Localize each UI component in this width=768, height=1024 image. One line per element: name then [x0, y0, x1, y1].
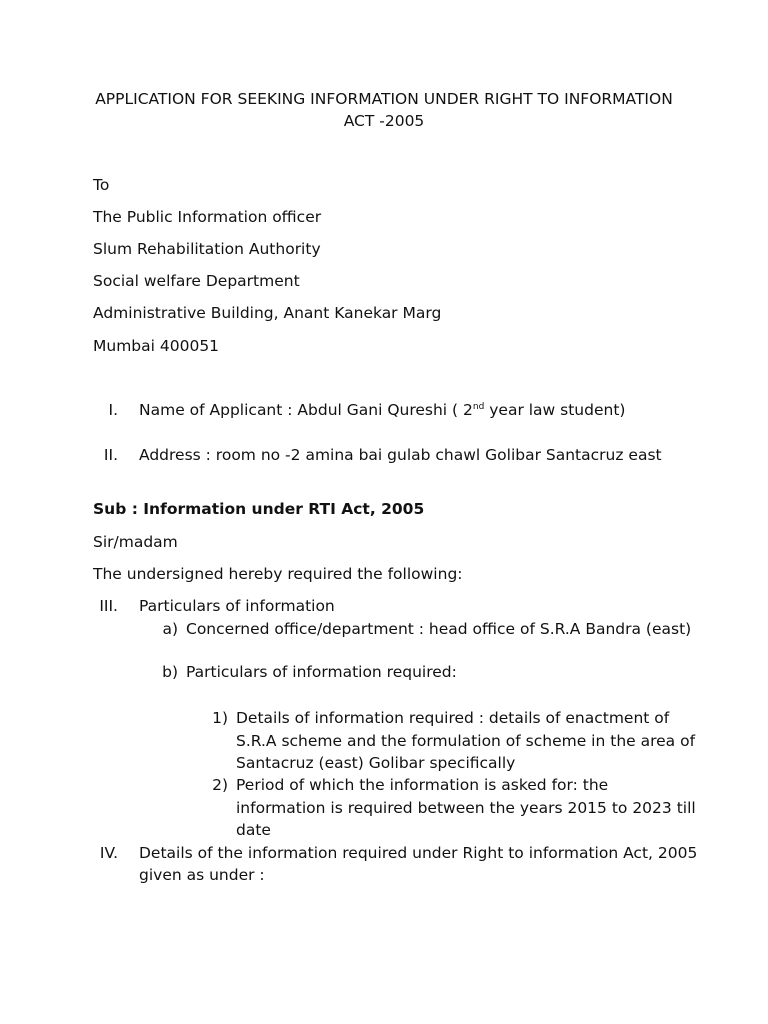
- recipient-line5: Mumbai 400051: [93, 337, 220, 355]
- details-required-line: given as under :: [139, 866, 265, 884]
- recipient-line3: Social welfare Department: [93, 272, 300, 290]
- applicant-address: Address : room no -2 amina bai gulab chawl Golibar Santacruz east: [139, 446, 662, 464]
- applicant-name-prefix: Name of Applicant : Abdul Gani Qureshi ( 2: [139, 401, 473, 419]
- concerned-office: Concerned office/department : head office of S.R.A Bandra (east): [186, 620, 692, 638]
- item-number: II.: [103, 446, 118, 464]
- item-number: I.: [108, 401, 118, 419]
- recipient-line2: Slum Rehabilitation Authority: [93, 240, 321, 258]
- applicant-name-suffix: year law student): [484, 401, 626, 419]
- point-period-line: Period of which the information is asked for: the: [236, 776, 609, 794]
- item-number: IV.: [99, 844, 118, 862]
- recipient-line1: The Public Information officer: [93, 208, 322, 226]
- sub-item-label: b): [162, 663, 178, 681]
- ordinal-superscript: nd: [472, 402, 485, 412]
- applicant-name: [139, 400, 625, 420]
- details-required-line: Details of the information required under Right to information Act, 2005: [139, 844, 698, 862]
- recipient-to: To: [93, 176, 110, 194]
- salutation: Sir/madam: [93, 533, 178, 551]
- item-number: III.: [99, 597, 118, 615]
- point-label: 2): [212, 776, 228, 794]
- subject-line: Sub : Information under RTI Act, 2005: [93, 500, 425, 518]
- document-title-line1: APPLICATION FOR SEEKING INFORMATION UNDER RIGHT TO INFORMATION: [95, 90, 673, 108]
- document-title-line2: ACT -2005: [343, 112, 425, 130]
- point-label: 1): [212, 709, 228, 727]
- point-period-line: information is required between the years 2015 to 2023 till: [236, 799, 696, 817]
- particulars-heading: Particulars of information: [139, 597, 335, 615]
- sub-item-label: a): [162, 620, 178, 638]
- point-details-line: Santacruz (east) Golibar specifically: [236, 754, 516, 772]
- intro-text: The undersigned hereby required the following:: [93, 565, 463, 583]
- point-period-line: date: [236, 821, 271, 839]
- point-details-line: S.R.A scheme and the formulation of scheme in the area of: [236, 732, 696, 750]
- recipient-line4: Administrative Building, Anant Kanekar Marg: [93, 304, 442, 322]
- particulars-required: Particulars of information required:: [186, 663, 457, 681]
- point-details-line: Details of information required : details of enactment of: [236, 709, 670, 727]
